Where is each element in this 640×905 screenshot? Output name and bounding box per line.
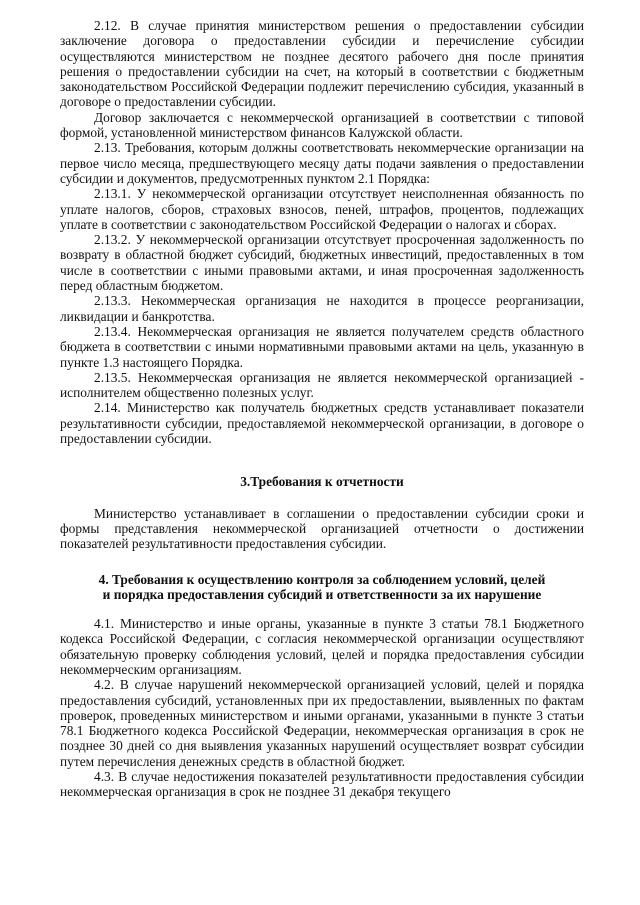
paragraph-section-3: Министерство устанавливает в соглашении о предоставлении субсидии сроки и формы представления некоммерческой организацией отчетности о достижении показателей результативности предоставления субсидии. [60,505,584,552]
section-4-heading-line1: 4. Требования к осуществлению контроля за соблюдением условий, целей [98,571,546,587]
paragraph-2-13-2: 2.13.2. У некоммерческой организации отсутствует просроченная задолженность по возврату в областной бюджет субсидий, бюджетных инвестиций, предоставленных в том числе в соответствии с иными правовыми актами, и иная просроченная задолженность перед областным бюджетом. [60,232,584,294]
section-4-heading [60,572,584,603]
paragraph-2-13-3: 2.13.3. Некоммерческая организация не находится в процессе реорганизации, ликвидации и банкротства. [60,293,584,324]
paragraph-2-13: 2.13. Требования, которым должны соответствовать некоммерческие организации на первое число месяца, предшествующего месяцу даты подачи заявления о предоставлении субсидии и документов, предусмотренных пунктом 2.1 Порядка: [60,140,584,186]
section-3-heading: 3.Требования к отчетности [240,474,404,490]
paragraph-2-13-5: 2.13.5. Некоммерческая организация не является некоммерческой организацией - исполнителем общественно полезных услуг. [60,369,584,401]
paragraph-4-3: 4.3. В случае недостижения показателей результативности предоставления субсидии некоммерческая организация в срок не позднее 31 декабря текущего [60,769,584,800]
paragraph-2-14: 2.14. Министерство как получатель бюджетных средств устанавливает показатели результативности субсидии, предоставляемой некоммерческой организации, в договоре о предоставлении субсидии. [60,400,584,447]
paragraph-2-13-4: 2.13.4. Некоммерческая организация не является получателем средств областного бюджета в соответствии с иными нормативными правовыми актами на цель, указанную в пункте 1.3 настоящего Порядка. [60,323,584,370]
paragraph-2-12: 2.12. В случае принятия министерством решения о предоставлении субсидии заключение договора о предоставлении субсидии и перечисление субсидии осуществляются министерством не позднее десятого рабочего дня после принятия решения о предоставлении субсидии на счет, на который в соответствии с бюджетным законодательством Российской Федерации подлежит перечислению субсидия, указанный в договоре о предоставлении субсидии. [60,18,584,110]
section-4-heading-line2: и порядка предоставления субсидий и ответственности за их нарушение [102,586,542,602]
paragraph-4-2: 4.2. В случае нарушений некоммерческой организацией условий, целей и порядка предоставления субсидий, установленных при их предоставлении, выявленных по фактам проверок, проведенных министерством и иными органами, указанными в пункте 3 статьи 78.1 Бюджетного кодекса Российской Федерации, некоммерческая организация в срок не позднее 30 дней со дня выявления указанных нарушений осуществляет возврат субсидии путем перечисления денежных средств в областной бюджет. [60,677,584,769]
paragraph-2-13-1: 2.13.1. У некоммерческой организации отсутствует неисполненная обязанность по уплате налогов, сборов, страховых взносов, пеней, штрафов, процентов, подлежащих уплате в соответствии с законодательством Российской Федерации о налогах и сборах. [60,186,584,232]
paragraph-4-1: 4.1. Министерство и иные органы, указанные в пункте 3 статьи 78.1 Бюджетного кодекса Российской Федерации, с согласия некоммерческой организации осуществляют обязательную проверку соблюдения условий, целей и порядка предоставления субсидии некоммерческим организациям. [60,616,584,677]
paragraph-contract: Договор заключается с некоммерческой организацией в соответствии с типовой формой, установленной министерством финансов Калужской области. [60,109,584,141]
